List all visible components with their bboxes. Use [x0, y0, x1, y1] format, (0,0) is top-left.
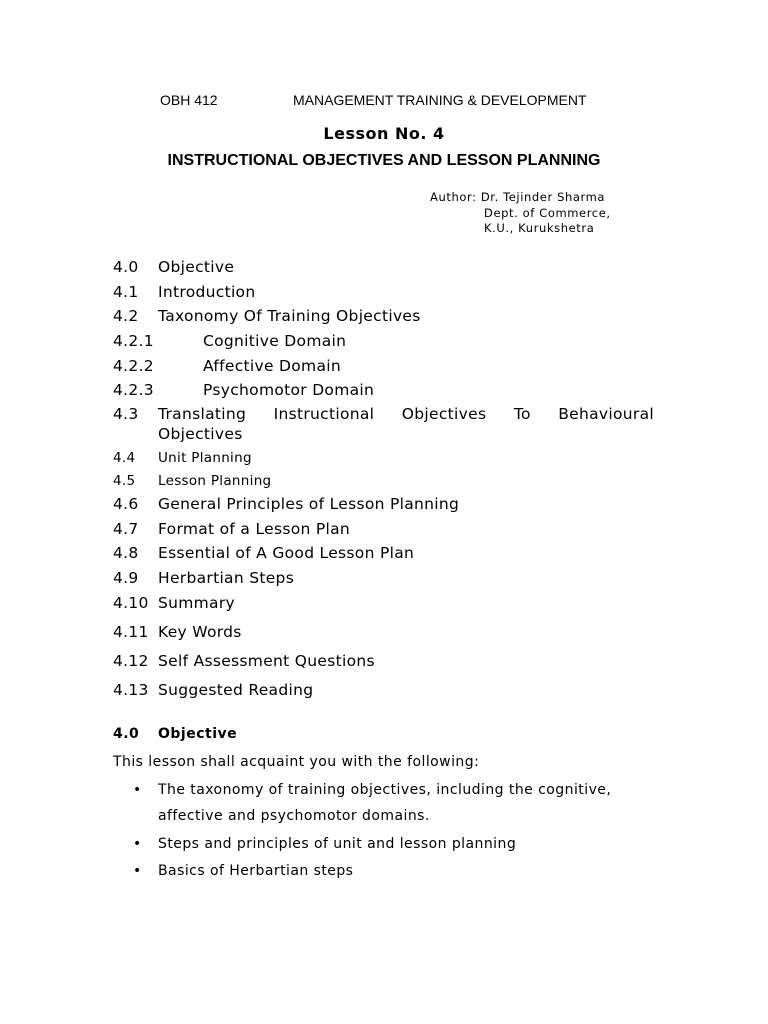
toc-number: 4.2.3	[113, 381, 154, 399]
author-name: Author: Dr. Tejinder Sharma	[430, 190, 606, 204]
section-number: 4.0	[113, 726, 140, 742]
toc-item-unit-planning: Unit Planning	[158, 450, 252, 466]
toc-item-summary: Summary	[158, 594, 236, 612]
toc-item-format: Format of a Lesson Plan	[158, 520, 350, 538]
toc-item-key-words: Key Words	[158, 623, 242, 641]
toc-item-cognitive-domain: Cognitive Domain	[203, 332, 347, 350]
toc-number: 4.0	[113, 258, 139, 276]
toc-number: 4.5	[113, 473, 136, 489]
toc-number: 4.6	[113, 495, 139, 513]
toc-item-continuation: Objectives	[158, 425, 243, 443]
author-institution: K.U., Kurukshetra	[484, 221, 595, 235]
toc-number: 4.4	[113, 450, 136, 466]
list-item: Basics of Herbartian steps	[158, 863, 354, 879]
toc-number: 4.2.1	[113, 332, 154, 350]
toc-number: 4.3	[113, 405, 139, 423]
toc-item-lesson-planning: Lesson Planning	[158, 473, 272, 489]
toc-item-herbartian-steps: Herbartian Steps	[158, 569, 295, 587]
toc-item-affective-domain: Affective Domain	[203, 357, 341, 375]
course-title: MANAGEMENT TRAINING & DEVELOPMENT	[293, 92, 587, 108]
toc-item-suggested-reading: Suggested Reading	[158, 681, 314, 699]
toc-item-objective: Objective	[158, 258, 235, 276]
toc-number: 4.10	[113, 594, 149, 612]
toc-item-introduction: Introduction	[158, 283, 256, 301]
toc-number: 4.7	[113, 520, 139, 538]
page-title: INSTRUCTIONAL OBJECTIVES AND LESSON PLANNING	[167, 152, 601, 169]
section-intro: This lesson shall acquaint you with the following:	[113, 754, 480, 770]
list-item-continuation: affective and psychomotor domains.	[158, 808, 430, 824]
lesson-number: Lesson No. 4	[323, 124, 445, 143]
toc-number: 4.12	[113, 652, 149, 670]
toc-word: To	[513, 405, 531, 423]
toc-number: 4.2.2	[113, 357, 154, 375]
toc-word: Instructional	[273, 405, 375, 423]
toc-number: 4.11	[113, 623, 149, 641]
bullet-icon: •	[133, 863, 142, 879]
toc-number: 4.9	[113, 569, 139, 587]
toc-number: 4.13	[113, 681, 149, 699]
bullet-icon: •	[133, 782, 142, 798]
toc-item-self-assessment: Self Assessment Questions	[158, 652, 375, 670]
list-item: Steps and principles of unit and lesson planning	[158, 836, 517, 852]
author-department: Dept. of Commerce,	[484, 206, 611, 220]
section-heading: Objective	[158, 726, 238, 742]
toc-item-psychomotor-domain: Psychomotor Domain	[203, 381, 375, 399]
toc-number: 4.2	[113, 307, 139, 325]
toc-item-general-principles: General Principles of Lesson Planning	[158, 495, 460, 513]
toc-number: 4.8	[113, 544, 139, 562]
toc-word: Translating	[158, 405, 247, 423]
bullet-icon: •	[133, 836, 142, 852]
toc-word: Objectives	[401, 405, 487, 423]
toc-word: Behavioural	[558, 405, 654, 423]
toc-item-taxonomy: Taxonomy Of Training Objectives	[158, 307, 421, 325]
toc-item-translating-objectives	[158, 405, 654, 423]
toc-number: 4.1	[113, 283, 139, 301]
list-item: The taxonomy of training objectives, including the cognitive,	[158, 782, 612, 798]
toc-item-essential: Essential of A Good Lesson Plan	[158, 544, 415, 562]
course-code: OBH 412	[160, 92, 218, 108]
